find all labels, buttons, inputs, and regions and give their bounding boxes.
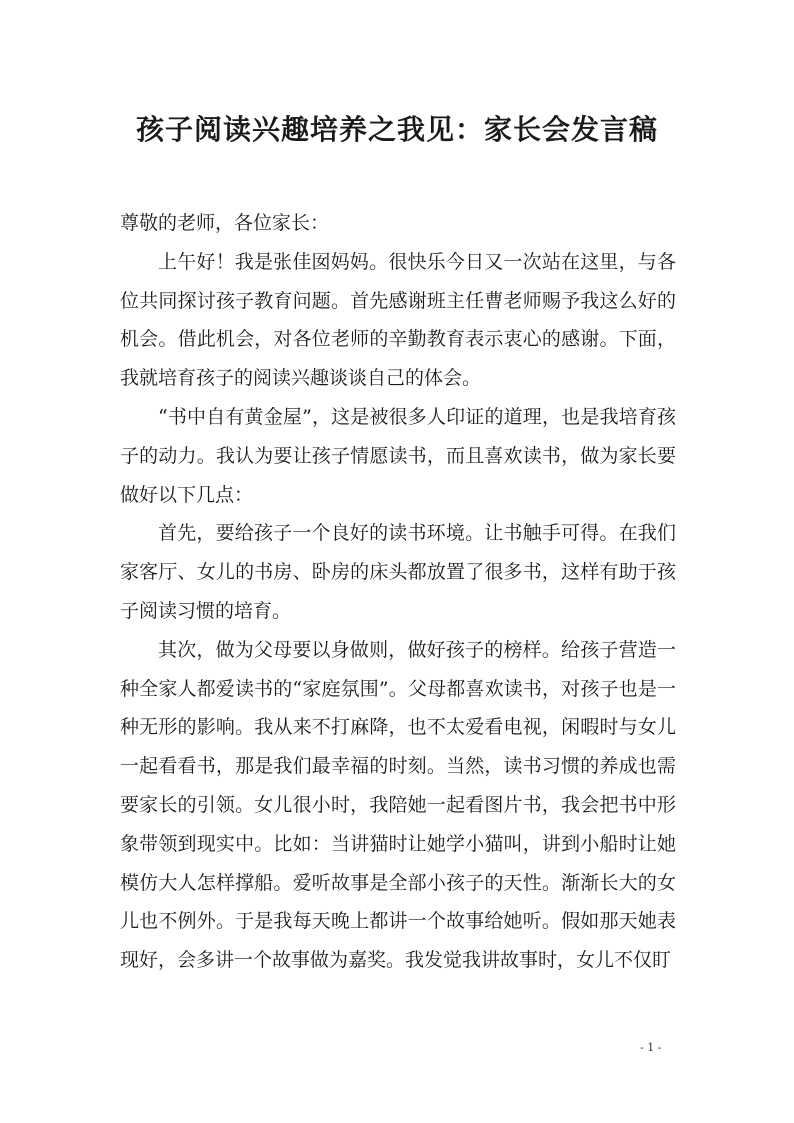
page-number: - 1 - [640, 1041, 662, 1054]
salutation-paragraph: 尊敬的老师，各位家长： [120, 212, 330, 234]
first-point-paragraph: 首先，要给孩子一个良好的读书环境。让书触手可得。在我们家客厅、女儿的书房、卧房的床头都放置了很多书，这样有助于孩子阅读习惯的培育。 [120, 522, 676, 622]
document-body [120, 204, 676, 980]
document-title: 孩子阅读兴趣培养之我见：家长会发言稿 [135, 113, 658, 146]
quote-paragraph: “书中自有黄金屋”，这是被很多人印证的道理，也是我培育孩子的动力。我认为要让孩子情愿读书，而且喜欢读书，做为家长要做好以下几点： [120, 405, 676, 506]
second-point-paragraph: 其次，做为父母要以身做则，做好孩子的榜样。给孩子营造一种全家人都爱读书的“家庭氛围”。父母都喜欢读书，对孩子也是一种无形的影响。我从来不打麻降，也不太爱看电视，闲暇时与女儿一起看看书，那是我们最幸福的时刻。当然，读书习惯的养成也需要家长的引领。女儿很小时，我陪她一起看图片书，我会把书中形象带领到现实中。比如：当讲猫时让她学小猫叫，讲到小船时让她模仿大人怎样撑船。爱听故事是全部小孩子的天性。渐渐长大的女儿也不例外。于是我每天晚上都讲一个故事给她听。假如那天她表现好，会多讲一个故事做为嘉奖。我发觉我讲故事时，女儿不仅盯 [120, 638, 676, 972]
greeting-paragraph: 上午好！我是张佳囡妈妈。很快乐今日又一次站在这里，与各位共同探讨孩子教育问题。首先感谢班主任曹老师赐予我这么好的机会。借此机会，对各位老师的辛勤教育表示衷心的感谢。下面，我就培育孩子的阅读兴趣谈谈自己的体会。 [120, 250, 676, 390]
